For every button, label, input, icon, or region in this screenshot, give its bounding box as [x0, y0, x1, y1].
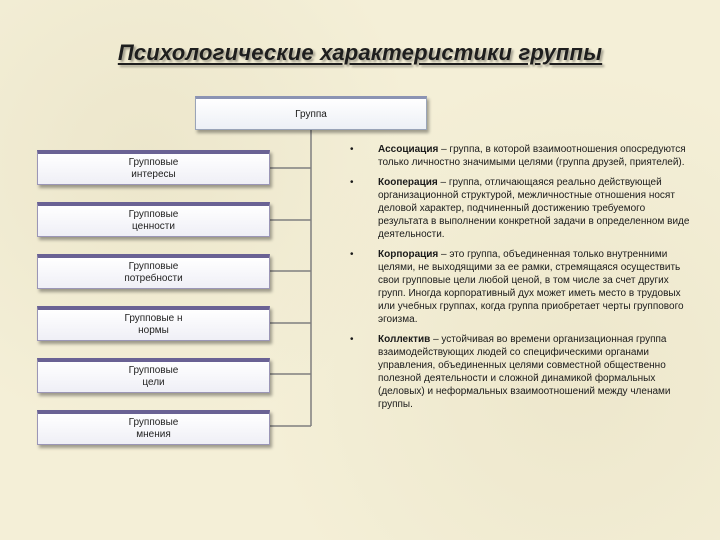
definition-text: – группа, отличающаяся реально действующей организационной структурой, межличностные отношения носят деловой характер, подчиненный достижению требуемого результата в выполнении конкретной задачи в определенном виде деятельности. [378, 177, 690, 240]
term-cooperation: Кооперация [378, 177, 438, 188]
node-label-line2: цели [142, 377, 165, 388]
list-item-association [350, 143, 690, 169]
definition-text: – устойчивая во времени организационная группа взаимодействующих людей со специфическими органами управления, объединенных целями совместной общественно полезной деятельности и сложной динамикой формальных (деловых) и неформальных взаимоотношений между членами группы. [378, 334, 671, 410]
node-label-line1: Групповые [128, 157, 179, 168]
root-node-label: Группа [295, 109, 327, 120]
node-group-opinions [37, 410, 270, 445]
bullet-mark: • [350, 249, 354, 260]
node-label-line1: Групповые [128, 209, 179, 220]
page-title: Психологические характеристики группы [117, 40, 603, 65]
node-group-goals [37, 358, 270, 393]
node-label-line1: Групповые [128, 417, 179, 428]
node-label-line2: мнения [136, 429, 171, 440]
definition-text: – это группа, объединенная только внутренними целями, не выходящими за ее рамки, стремящаяся осуществить свои групповые цели любой ценой, в том числе за счет других групп. Иногда корпоративный дух может иметь место в трудовых или учебных группах, когда группа приобретает черты группового эгоизма. [378, 249, 684, 325]
node-label-line2: нормы [138, 325, 169, 336]
list-item-corporation [350, 248, 690, 326]
bullet-mark: • [350, 144, 354, 155]
term-association: Ассоциация [378, 144, 439, 155]
bullet-mark: • [350, 177, 354, 188]
list-item-collective [350, 333, 690, 411]
term-collective: Коллектив [378, 334, 431, 345]
definition-text: – группа, в которой взаимоотношения опосредуются только личностно значимыми целями (группа друзей, приятелей). [378, 144, 686, 168]
node-label-line2: ценности [132, 221, 175, 232]
node-label-line1: Групповые н [124, 313, 183, 324]
group-types-list [350, 143, 690, 418]
node-group-norms [37, 306, 270, 341]
list-item-cooperation [350, 176, 690, 241]
term-corporation: Корпорация [378, 249, 439, 260]
node-label-line1: Групповые [128, 261, 179, 272]
node-group-interests [37, 150, 270, 185]
node-label-line2: потребности [124, 273, 183, 284]
node-label-line2: интересы [131, 169, 176, 180]
root-node-box [195, 96, 427, 130]
bullet-mark: • [350, 334, 354, 345]
node-group-needs [37, 254, 270, 289]
node-group-values [37, 202, 270, 237]
node-label-line1: Групповые [128, 365, 179, 376]
